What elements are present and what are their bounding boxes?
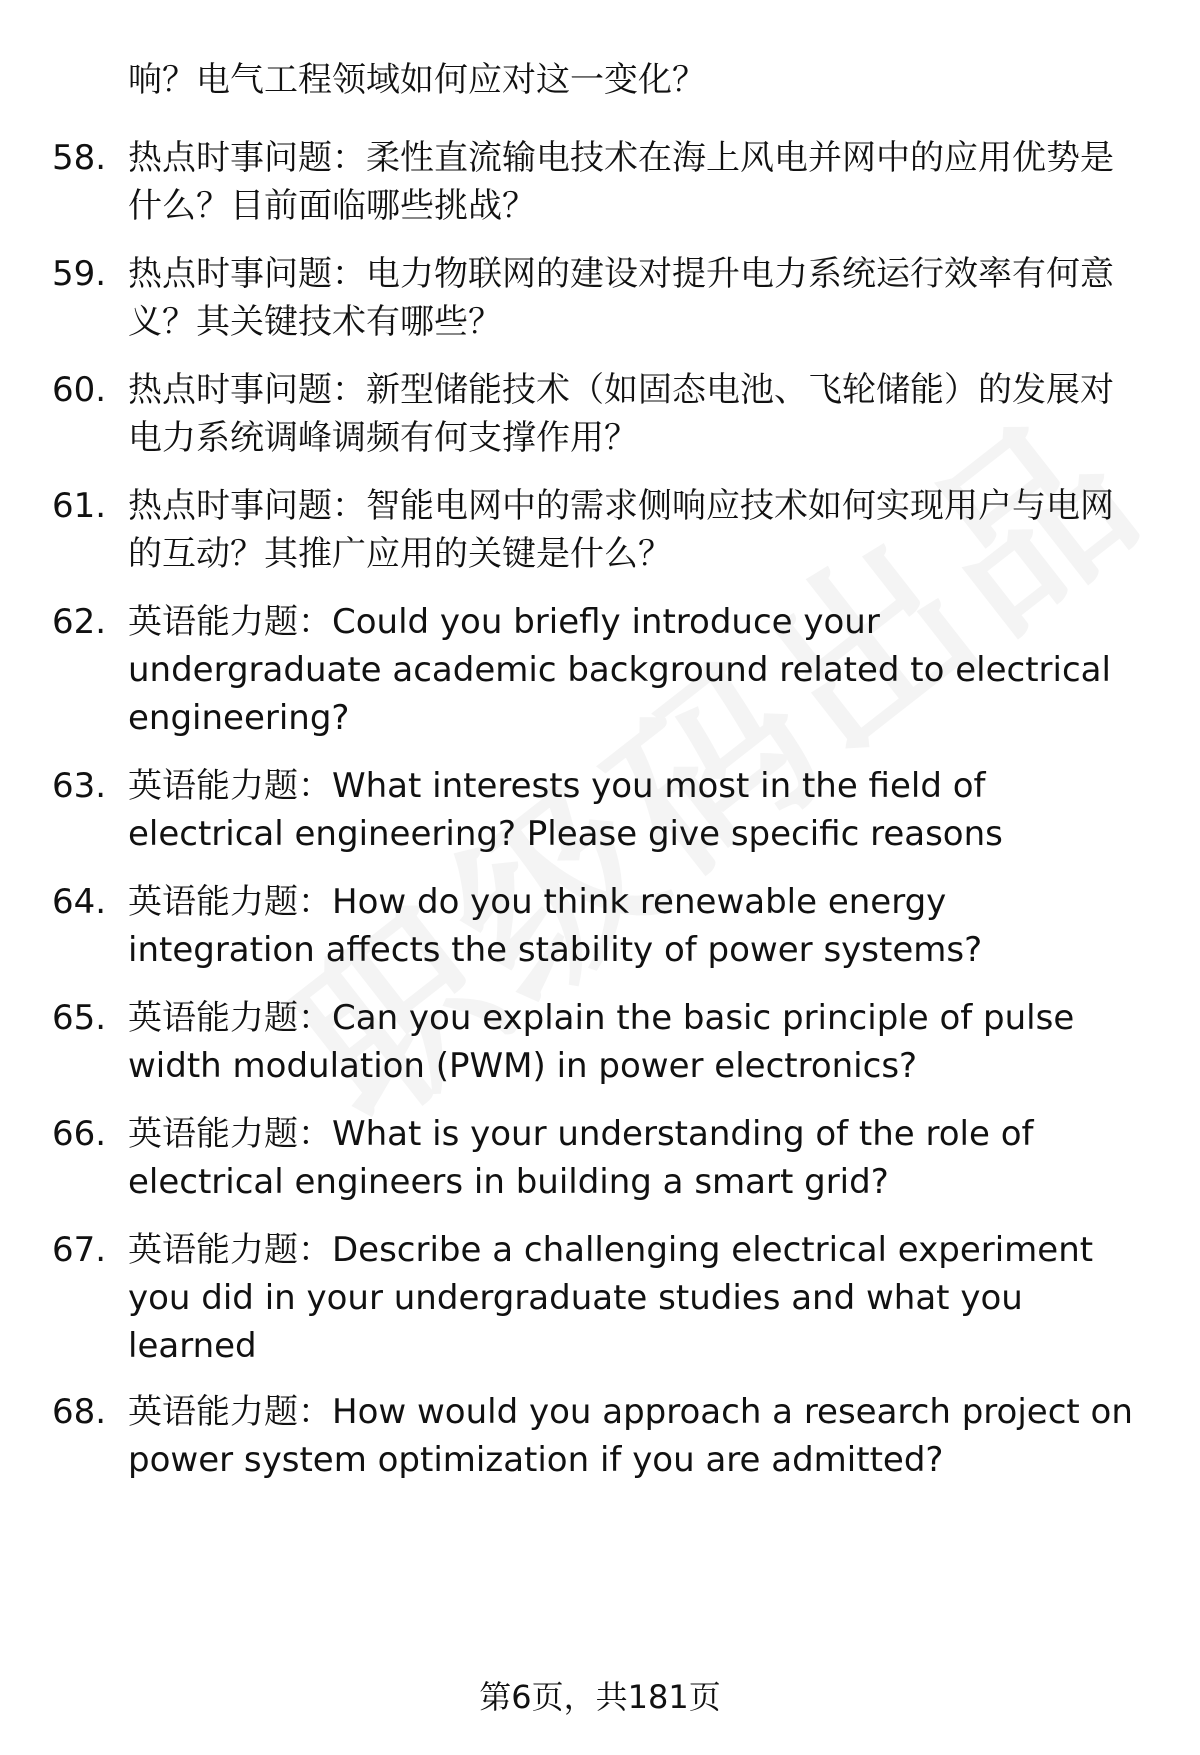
question-text: 英语能力题：Describe a challenging electrical experiment you did in your undergraduate studies and what you learned bbox=[128, 1230, 1094, 1366]
question-number: 65. bbox=[52, 998, 107, 1038]
question-number: 62. bbox=[52, 602, 107, 642]
continued-question-text: 响？电气工程领域如何应对这一变化？ bbox=[128, 60, 706, 100]
question-text: 热点时事问题：柔性直流输电技术在海上风电并网中的应用优势是什么？目前面临哪些挑战？ bbox=[128, 138, 1114, 226]
question-number: 67. bbox=[52, 1230, 107, 1270]
question-text: 热点时事问题：新型储能技术（如固态电池、飞轮储能）的发展对电力系统调峰调频有何支撑作用？ bbox=[128, 370, 1114, 458]
question-text: 热点时事问题：智能电网中的需求侧响应技术如何实现用户与电网的互动？其推广应用的关键是什么？ bbox=[128, 486, 1114, 574]
question-number: 68. bbox=[52, 1392, 107, 1432]
question-text: 英语能力题：How would you approach a research project on power system optimization if you are admitted? bbox=[128, 1392, 1133, 1480]
question-text: 英语能力题：What interests you most in the field of electrical engineering? Please give specific reasons bbox=[128, 766, 1003, 854]
question-number: 59. bbox=[52, 254, 107, 294]
question-text: 英语能力题：What is your understanding of the role of electrical engineers in building a smart grid? bbox=[128, 1114, 1034, 1202]
question-number: 61. bbox=[52, 486, 107, 526]
question-number: 63. bbox=[52, 766, 107, 806]
page-footer: 第6页，共181页 bbox=[479, 1678, 721, 1716]
question-number: 66. bbox=[52, 1114, 107, 1154]
question-text: 热点时事问题：电力物联网的建设对提升电力系统运行效率有何意义？其关键技术有哪些？ bbox=[128, 254, 1114, 342]
question-number: 64. bbox=[52, 882, 107, 922]
question-number: 58. bbox=[52, 138, 107, 178]
question-text: 英语能力题：How do you think renewable energy integration affects the stability of power systems? bbox=[128, 882, 983, 970]
question-text: 英语能力题：Can you explain the basic principle of pulse width modulation (PWM) in power electronics? bbox=[128, 998, 1075, 1086]
question-text: 英语能力题：Could you briefly introduce your undergraduate academic background related to electrical engineering? bbox=[128, 602, 1111, 738]
question-number: 60. bbox=[52, 370, 107, 410]
